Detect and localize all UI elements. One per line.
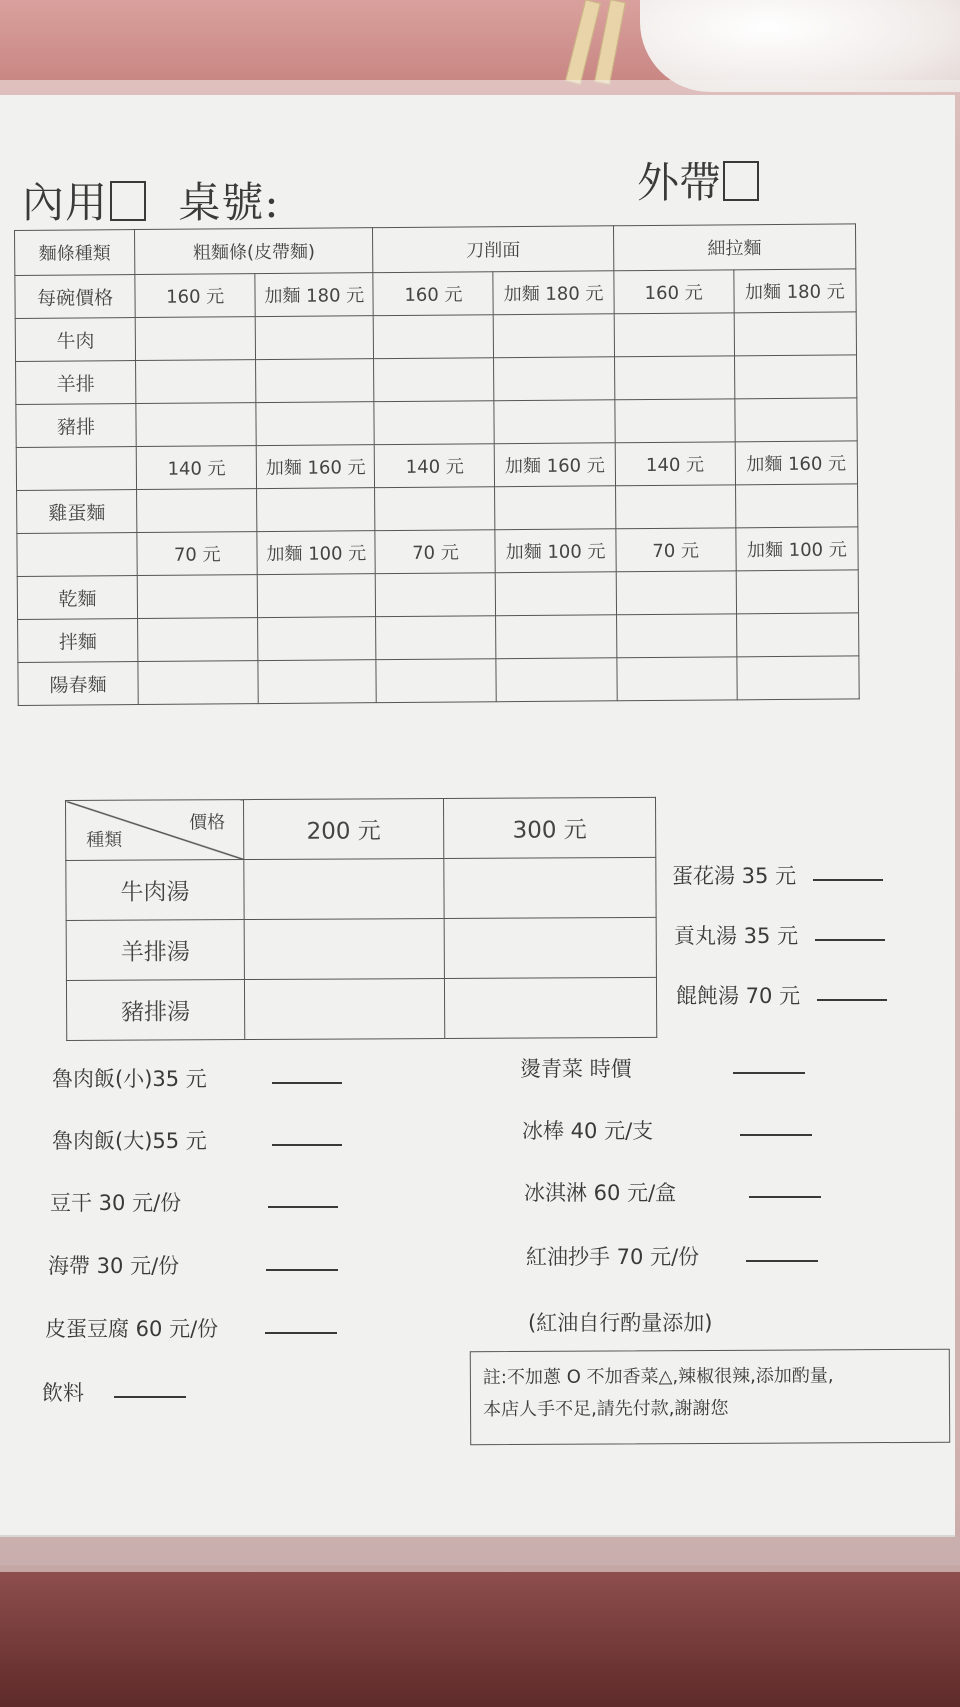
quantity-cell[interactable] — [376, 573, 496, 617]
quantity-cell[interactable] — [614, 399, 734, 443]
soup-corner-header — [66, 800, 244, 861]
list-item — [672, 860, 883, 890]
noodle-type-thin: 細拉麵 — [613, 224, 856, 271]
noodle-type-header: 麵條種類 — [15, 230, 135, 276]
price-cell: 140 元 — [375, 444, 495, 488]
table-row — [66, 857, 656, 920]
quantity-cell[interactable] — [376, 659, 496, 703]
order-form — [0, 95, 955, 1537]
quantity-cell[interactable] — [614, 356, 734, 400]
quantity-cell[interactable] — [444, 917, 656, 978]
row-label-dry-noodle: 乾麵 — [17, 576, 137, 620]
quantity-cell[interactable] — [494, 400, 614, 444]
quantity-cell[interactable] — [735, 398, 858, 442]
list-item — [45, 1313, 337, 1343]
price-cell: 加麵 160 元 — [495, 443, 615, 487]
quantity-cell[interactable] — [256, 359, 374, 403]
list-item — [50, 1187, 338, 1217]
quantity-blank[interactable] — [813, 879, 883, 881]
quantity-blank[interactable] — [268, 1206, 338, 1208]
list-item — [676, 980, 887, 1010]
list-item — [52, 1125, 342, 1155]
quantity-cell[interactable] — [736, 613, 859, 657]
quantity-cell[interactable] — [614, 313, 734, 357]
price-cell: 加麵 180 元 — [493, 271, 613, 315]
quantity-cell[interactable] — [135, 317, 255, 361]
row-label-beef: 牛肉 — [15, 318, 135, 362]
quantity-cell[interactable] — [244, 919, 444, 980]
quantity-cell[interactable] — [258, 617, 376, 661]
quantity-blank[interactable] — [733, 1072, 805, 1074]
row-label-egg-noodle: 雞蛋麵 — [17, 490, 137, 534]
takeout-label: 外帶 — [637, 158, 722, 207]
price-per-bowl-label: 每碗價格 — [15, 275, 135, 319]
quantity-cell[interactable] — [615, 485, 735, 529]
table-row — [17, 484, 858, 534]
quantity-cell[interactable] — [255, 316, 373, 360]
table-row — [18, 656, 859, 706]
empty-label-cell — [16, 447, 136, 491]
price-cell: 加麵 180 元 — [734, 269, 857, 313]
list-item — [42, 1377, 186, 1407]
price-cell: 70 元 — [375, 530, 495, 574]
row-label-pork-soup: 豬排湯 — [66, 980, 244, 1041]
noodle-type-wide: 粗麵條(皮帶麵) — [135, 228, 374, 275]
quantity-blank[interactable] — [817, 999, 887, 1001]
price-cell: 160 元 — [613, 270, 733, 314]
list-item — [674, 920, 885, 950]
dine-in-header — [22, 170, 280, 230]
braised-pork-rice-large-label: 魯肉飯(大)55 元 — [52, 1129, 207, 1153]
price-cell: 加麵 100 元 — [736, 527, 859, 571]
table-row — [16, 398, 857, 448]
century-egg-tofu-label: 皮蛋豆腐 60 元/份 — [45, 1317, 219, 1341]
row-label-pork: 豬排 — [16, 404, 136, 448]
corner-price-label: 價格 — [189, 812, 226, 834]
notice-line-2: 本店人手不足,請先付款,謝謝您 — [483, 1397, 729, 1421]
quantity-cell[interactable] — [138, 661, 258, 705]
list-item — [48, 1250, 338, 1280]
quantity-cell[interactable] — [256, 402, 374, 446]
quantity-cell[interactable] — [258, 660, 376, 704]
wonton-soup-label: 餛飩湯 70 元 — [676, 984, 801, 1008]
price-cell: 加麵 160 元 — [735, 441, 858, 485]
corner-type-label: 種類 — [86, 829, 123, 851]
quantity-cell[interactable] — [257, 488, 375, 532]
table-row — [66, 977, 656, 1040]
chili-oil-hint: (紅油自行酌量添加) — [528, 1311, 713, 1335]
price-cell: 140 元 — [136, 446, 256, 490]
quantity-blank[interactable] — [746, 1260, 818, 1262]
quantity-blank[interactable] — [740, 1134, 812, 1136]
quantity-cell[interactable] — [496, 572, 616, 616]
list-item — [526, 1241, 818, 1271]
takeout-checkbox[interactable] — [723, 161, 759, 201]
quantity-cell[interactable] — [496, 658, 616, 702]
blanched-greens-label: 燙青菜 時價 — [520, 1057, 632, 1081]
price-cell: 160 元 — [135, 274, 255, 318]
quantity-cell[interactable] — [444, 977, 656, 1038]
quantity-cell[interactable] — [496, 615, 616, 659]
quantity-cell[interactable] — [138, 618, 258, 662]
price-cell: 加麵 160 元 — [256, 445, 374, 489]
dine-in-checkbox[interactable] — [110, 181, 146, 221]
quantity-blank[interactable] — [815, 939, 885, 941]
table-row — [66, 917, 656, 980]
quantity-cell[interactable] — [244, 979, 444, 1040]
noodle-order-table — [14, 223, 860, 706]
quantity-blank[interactable] — [272, 1144, 342, 1146]
price-cell: 70 元 — [137, 532, 257, 576]
noodle-type-knife-cut: 刀削面 — [373, 226, 614, 273]
row-label-lamb: 羊排 — [16, 361, 136, 405]
ice-cream-label: 冰淇淋 60 元/盒 — [524, 1181, 677, 1205]
list-item — [524, 1177, 821, 1207]
quantity-cell[interactable] — [136, 360, 256, 404]
price-cell: 70 元 — [615, 528, 735, 572]
quantity-cell[interactable] — [376, 616, 496, 660]
notice-line-1: 註:不加蔥 O 不加香菜△,辣椒很辣,添加酌量, — [482, 1365, 834, 1389]
quantity-blank[interactable] — [265, 1332, 337, 1334]
quantity-cell[interactable] — [734, 355, 857, 399]
tissue-paper — [640, 0, 960, 92]
takeout-header — [637, 150, 759, 210]
quantity-cell[interactable] — [495, 486, 615, 530]
quantity-cell[interactable] — [257, 574, 375, 618]
price-cell: 160 元 — [373, 272, 493, 316]
quantity-cell[interactable] — [374, 315, 494, 359]
soup-order-table — [65, 797, 657, 1041]
table-row — [15, 312, 856, 362]
quantity-cell[interactable] — [244, 859, 444, 920]
sleeve-edge — [0, 1535, 960, 1565]
price-cell: 加麵 100 元 — [495, 529, 615, 573]
quantity-cell[interactable] — [736, 570, 859, 614]
quantity-cell[interactable] — [375, 487, 495, 531]
price-cell: 加麵 100 元 — [257, 531, 375, 575]
quantity-blank[interactable] — [114, 1396, 186, 1398]
list-item — [520, 1053, 805, 1083]
quantity-cell[interactable] — [734, 312, 857, 356]
quantity-cell[interactable] — [616, 657, 736, 701]
dine-in-label: 內用 — [22, 178, 109, 227]
chili-oil-wonton-label: 紅油抄手 70 元/份 — [526, 1245, 700, 1269]
drinks-label: 飲料 — [42, 1381, 84, 1405]
quantity-cell[interactable] — [494, 314, 614, 358]
price-cell: 140 元 — [615, 442, 735, 486]
quantity-cell[interactable] — [735, 484, 858, 528]
quantity-blank[interactable] — [266, 1269, 338, 1271]
quantity-cell[interactable] — [137, 489, 257, 533]
seaweed-label: 海帶 30 元/份 — [48, 1254, 180, 1278]
egg-drop-soup-label: 蛋花湯 35 元 — [672, 864, 797, 888]
quantity-cell[interactable] — [137, 575, 257, 619]
quantity-cell[interactable] — [737, 656, 860, 700]
row-label-mixed-noodle: 拌麵 — [18, 619, 138, 663]
list-item — [522, 1115, 812, 1145]
table-row — [18, 613, 859, 663]
row-label-plain-noodle: 陽春麵 — [18, 662, 138, 706]
soup-price-200: 200 元 — [244, 799, 444, 860]
quantity-cell[interactable] — [616, 614, 736, 658]
dried-tofu-label: 豆干 30 元/份 — [50, 1191, 182, 1215]
row-label-lamb-soup: 羊排湯 — [66, 920, 244, 981]
notice-box — [470, 1349, 950, 1446]
table-row — [17, 570, 858, 620]
row-label-beef-soup: 牛肉湯 — [66, 860, 244, 921]
quantity-cell[interactable] — [494, 357, 614, 401]
quantity-cell[interactable] — [616, 571, 736, 615]
popsicle-label: 冰棒 40 元/支 — [522, 1119, 654, 1143]
table-row — [16, 355, 857, 405]
empty-label-cell — [17, 533, 137, 577]
list-item — [52, 1063, 342, 1093]
quantity-cell[interactable] — [374, 401, 494, 445]
table-number-label: 桌號: — [178, 178, 280, 227]
price-cell: 加麵 180 元 — [255, 273, 373, 317]
quantity-blank[interactable] — [272, 1082, 342, 1084]
quantity-cell[interactable] — [374, 358, 494, 402]
quantity-blank[interactable] — [749, 1196, 821, 1198]
quantity-cell[interactable] — [136, 403, 256, 447]
soup-price-300: 300 元 — [443, 797, 655, 858]
braised-pork-rice-small-label: 魯肉飯(小)35 元 — [52, 1067, 207, 1091]
quantity-cell[interactable] — [444, 857, 656, 918]
meatball-soup-label: 貢丸湯 35 元 — [674, 924, 799, 948]
